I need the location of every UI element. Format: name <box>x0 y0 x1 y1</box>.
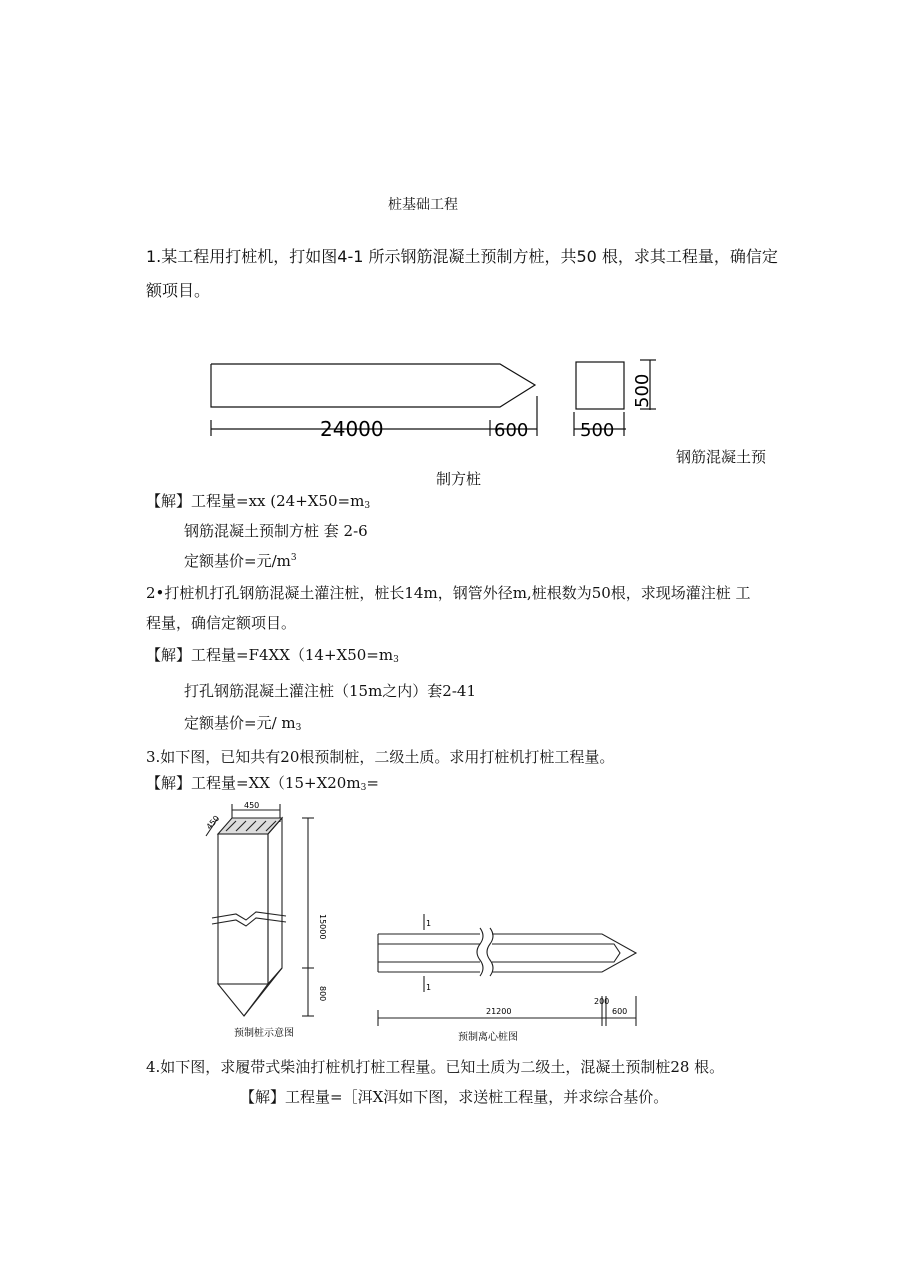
dim-200: 200 <box>594 997 610 1006</box>
right-caption: 预制离心桩图 <box>458 1032 518 1043</box>
q1-base-price: 定额基价=元$/m^3$ <box>184 552 297 570</box>
dim-side: 450 <box>204 813 222 832</box>
cross-section-square <box>576 362 624 409</box>
dim-tip-800: 800 <box>318 986 327 1002</box>
q2-text-line2: 程量，确信定额项目。 <box>146 614 297 632</box>
centrifugal-pile-right <box>492 934 636 972</box>
section-mark-bottom: 1 <box>426 983 432 992</box>
q2-base-price: 定额基价=元/ $m_3$ <box>184 714 302 733</box>
q2-solution: 【解】工程量$=F4XX(14+X50=m_3$ <box>146 646 399 665</box>
dim-total: 21200 <box>486 1007 512 1016</box>
dim-height: 500 <box>632 373 653 408</box>
q1-caption-line1: 钢筋混凝土预 <box>676 448 767 466</box>
q4-solution: 【解】工程量=［洱X洱如下图，求送桩工程量，并求综合基价。 <box>240 1088 669 1106</box>
q1-pile-figure <box>200 352 670 442</box>
dim-length: 24000 <box>320 417 384 441</box>
pile-top-face <box>218 818 282 834</box>
dim-600: 600 <box>612 1007 628 1016</box>
dim-body: 15000 <box>318 914 327 940</box>
q3-text: 3.如下图，已知共有20根预制桩，二级土质。求用打桩机打桩工程量。 <box>146 748 615 766</box>
pile-front-face <box>218 834 268 984</box>
dim-top: 450 <box>244 801 260 810</box>
pile-body-outline <box>211 364 535 407</box>
q3-pile-figure <box>196 796 656 1046</box>
section-mark-top: 1 <box>426 919 432 928</box>
q1-solution: 【解】工程量=xx ($24+X50=m_3$ <box>146 492 371 511</box>
left-caption: 预制桩示意图 <box>234 1028 294 1039</box>
dim-width: 500 <box>580 420 615 441</box>
q2-quota: 打孔钢筋混凝土灌注桩（15m之内）套2-41 <box>184 682 477 700</box>
q3-solution: 【解】工程量$=XX(15+X20m_3=$ <box>146 774 379 793</box>
q4-text: 4.如下图，求履带式柴油打桩机打桩工程量。已知土质为二级土，混凝土预制桩28 根。 <box>146 1058 725 1076</box>
dim-tip: 600 <box>494 420 529 441</box>
q2-text-line1: 2•打桩机打孔钢筋混凝土灌注桩，桩长14m，钢管外径m,桩根数为50根，求现场灌注桩 工 <box>146 584 751 602</box>
q1-caption-line2: 制方桩 <box>436 470 482 488</box>
q1-text-line2: 额项目。 <box>146 281 211 300</box>
page-title: 桩基础工程 <box>388 197 458 213</box>
q1-text-line1: 1.某工程用打桩机，打如图4-1 所示钢筋混凝土预制方桩，共50 根，求其工程量，确信定 <box>146 247 778 266</box>
q1-quota: 钢筋混凝土预制方桩 套 2-6 <box>184 522 368 540</box>
pile-side-face <box>268 818 282 984</box>
